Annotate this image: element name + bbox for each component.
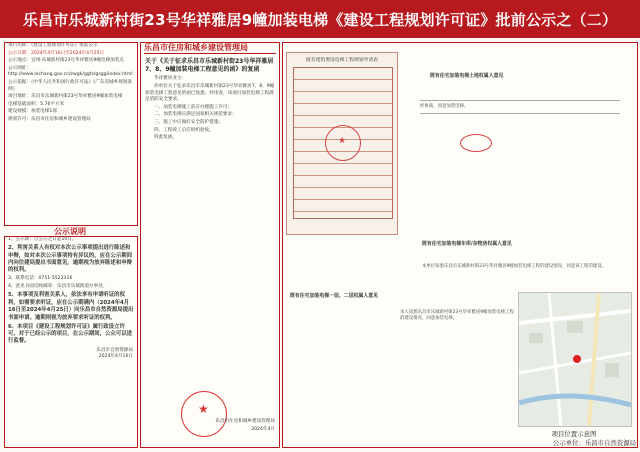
map-graphic <box>519 293 631 426</box>
notice-title: 公示说明 <box>54 227 86 236</box>
notice-sign-org: 乐昌市自然资源局 <box>96 348 133 354</box>
land-owner-seal <box>460 134 492 152</box>
notice-item: 3、联系电话：0751-5522316 <box>8 276 73 282</box>
opinion-title-floors: 既有住宅加装电梯一层、二层权属人意见 <box>290 293 379 299</box>
opinion-text-land: 经协商，同意加装电梯。 <box>420 100 620 114</box>
project-info-panel <box>4 42 138 226</box>
location-map <box>518 292 632 427</box>
opinion-text-floors: 本人知悉乐昌市乐城新村街23号华祥雅居9幢加装电梯工程的建设情况，同意加装电梯。 <box>400 310 514 322</box>
notice-item: 5、本事项及利害关系人，依法享有申请听证的权利，如需要求听证，应在公示期满内（2024年4月16日至2024年4月25日）向乐昌市自然资源局提出书面申请。逾期则视为放弃要求听证的权利。 <box>8 292 134 321</box>
official-seal: ★ <box>181 391 227 437</box>
info-line: 公示依据：《中华人民共和国行政许可法》《广东省城乡规划条例》 <box>8 79 133 92</box>
letter-head: 乐昌市住房和城乡建设管理局 <box>144 45 276 54</box>
map-label: 项目位置示意图 <box>551 430 597 438</box>
letter-paragraph: 四、工程竣工后应组织验收。 <box>154 127 214 133</box>
info-line: 电梯基础面积：5.76平方米 <box>8 101 65 107</box>
footer-org: 公示单位：乐昌市自然资源局 <box>552 439 636 447</box>
page-title: 乐昌市乐城新村街23号华祥雅居9幢加装电梯《建设工程规划许可证》批前公示之（二） <box>22 10 618 29</box>
permit-title: 既有建筑增设电梯工程规划申请表 <box>306 58 378 63</box>
notice-sign-date: 2024年4月16日 <box>98 354 133 360</box>
opinion-title-land: 既有住宅加装电梯土地权属人意见 <box>430 73 504 79</box>
header-banner <box>0 0 640 38</box>
opinion-title-garage: 既有住宅加装电梯车库/杂物房权属人意见 <box>422 241 512 247</box>
letter-paragraph: 三、施工中应做好安全防护措施； <box>154 119 223 125</box>
notice-item: 1、公示期：自公示之日起10日。 <box>8 237 77 242</box>
info-line: 项目地址：乐昌市乐城新村街23号华祥雅居9幢加装电梯 <box>8 94 123 100</box>
info-line: 公示日期：2024年4月16日至2024年4月25日 <box>8 50 105 56</box>
letter-paragraph: 你单位关于征求乐昌市乐城新村街23号华祥雅居7、8、9幢加装电梯工程意见的函已收悉。经审查，该项目加装电梯工程满足消防安全要求。 <box>145 84 275 103</box>
info-line: 建设规模：加装电梯1部 <box>8 109 57 115</box>
permit-seal: ★ <box>325 125 361 161</box>
letter-date: 2024年4月 <box>251 427 275 432</box>
notice-item: 2、利害关系人有权对本次公示事项提出进行陈述和申辩，如对本次公示事项持有异议的，应在公示期间内向住建局提出书面意见，逾期视为放弃陈述和申辩的权利。 <box>8 245 132 274</box>
letter-paragraph: 一、加装电梯施工前应办理施工许可； <box>154 104 233 110</box>
letter-paragraph: 二、加装电梯应满足国家相关规范要求； <box>154 112 237 118</box>
location-pin-icon <box>573 355 581 363</box>
info-line: 规划许可：乐昌市住房和城乡建设管理局 <box>8 116 91 122</box>
notice-item: 4、意见书面反映邮寄：乐昌市乐城街道办事处。 <box>8 284 108 290</box>
letter-paragraph: 华祥雅居业主： <box>154 76 187 82</box>
reply-letter-panel <box>140 42 280 448</box>
info-line: 公示地点：宜州·乐城新村街23号华祥雅居9幢电梯加装点 <box>8 58 124 64</box>
notice-panel <box>4 236 138 448</box>
letter-title: 关于《关于征求乐昌市乐城新村街23号华祥雅居7、8、9幢加装电梯工程意见的函》的复函 <box>145 57 274 73</box>
info-line: 项目名称：《建设工程规划许可证》批前公示 <box>8 43 98 48</box>
permit-application-form <box>286 52 398 235</box>
letter-paragraph: 特此复函。 <box>154 135 177 141</box>
info-line: 公示网址：http://www.lechang.gov.cn/zwgk/ggts/gsgg/index.html <box>8 65 133 78</box>
letter-org: 乐昌市住房和城乡建设管理局 <box>215 419 275 424</box>
opinion-text-garage: 本单位知悉乐昌市乐城新村街23号华祥雅居9幢加装电梯工程的建设情况，同意该工程的建设。 <box>422 264 607 269</box>
notice-item: 6、本项目《建设工程规划许可证》属行政设立许可，对于已经公示的项目，在公示期间，公众可以进行监督。 <box>8 323 132 345</box>
